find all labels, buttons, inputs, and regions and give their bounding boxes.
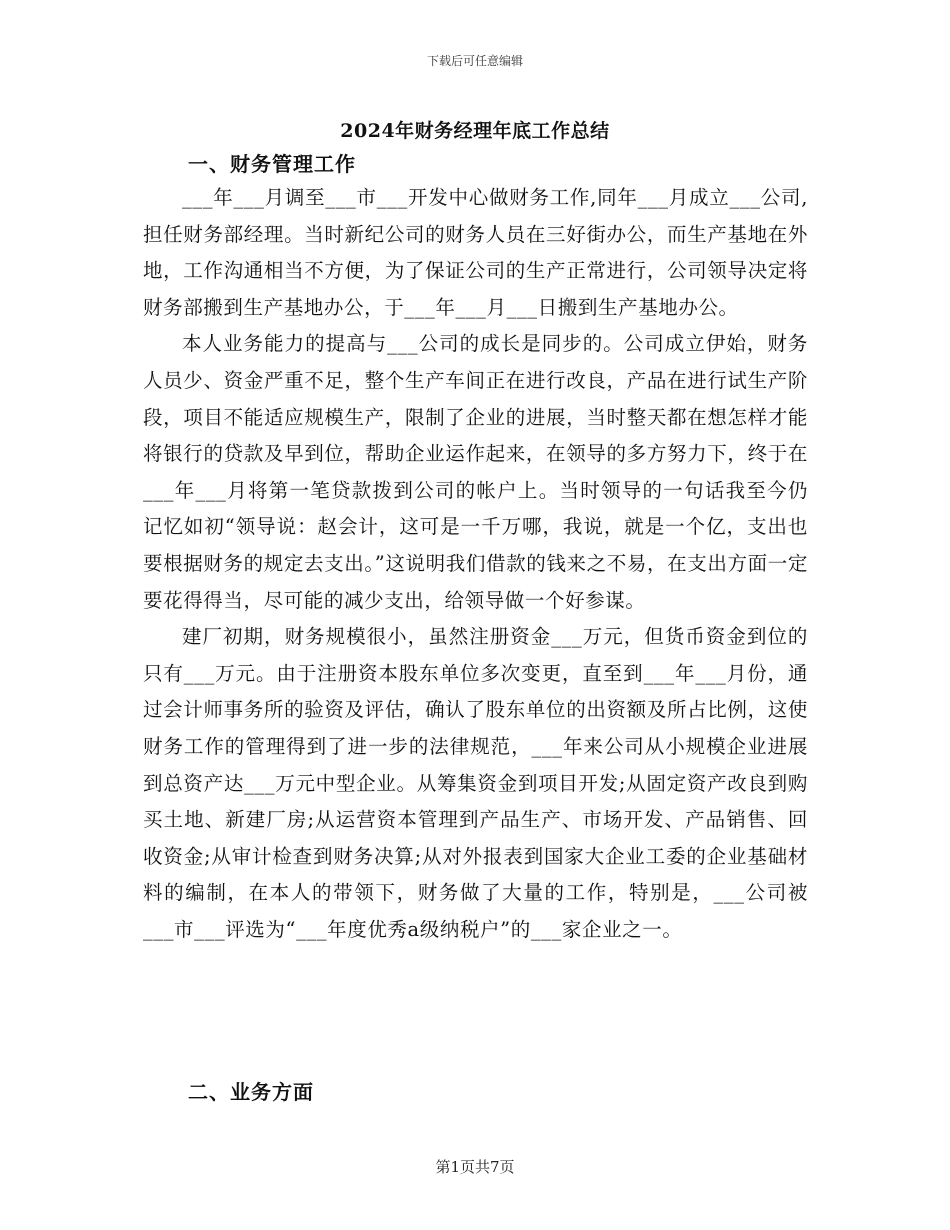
section-heading-business: 二、业务方面 <box>188 1080 314 1104</box>
paragraph-1: ___年___月调至___市___开发中心做财务工作,同年___月成立___公司,担任财务部经理。当时新纪公司的财务人员在三好街办公，而生产基地在外地，工作沟通相当不方便，为了保证公司的生产正常进行，公司领导决定将财务部搬到生产基地办公，于___年___月___日搬到生产基地办公。 <box>143 186 808 319</box>
paragraph-3: 建厂初期，财务规模很小，虽然注册资金___万元，但货币资金到位的只有___万元。由于注册资本股东单位多次变更，直至到___年___月份，通过会计师事务所的验资及评估，确认了股东单位的出资额及所占比例，这使财务工作的管理得到了进一步的法律规范，___年来公司从小规模企业进展到总资产达___万元中型企业。从筹集资金到项目开发;从固定资产改良到购买土地、新建厂房;从运营资本管理到产品生产、市场开发、产品销售、回收资金;从审计检查到财务决算;从对外报表到国家大企业工委的企业基础材料的编制，在本人的带领下，财务做了大量的工作，特别是，___公司被___市___评选为“___年度优秀a级纳税户”的___家企业之一。 <box>143 625 808 941</box>
page-number: 第1页共7页 <box>435 1158 515 1176</box>
document-title: 2024年财务经理年底工作总结 <box>340 120 610 142</box>
section-body-financial-management <box>143 180 808 948</box>
page-header-note: 下载后可任意编辑 <box>426 54 523 68</box>
section-heading-financial-management: 一、财务管理工作 <box>188 152 356 176</box>
paragraph-2: 本人业务能力的提高与___公司的成长是同步的。公司成立伊始，财务人员少、资金严重不足，整个生产车间正在进行改良，产品在进行试生产阶段，项目不能适应规模生产，限制了企业的进展，当时整天都在想怎样才能将银行的贷款及早到位，帮助企业运作起来，在领导的多方努力下，终于在___年___月将第一笔贷款拨到公司的帐户上。当时领导的一句话我至今仍记忆如初“领导说：赵会计，这可是一千万哪，我说，就是一个亿，支出也要根据财务的规定去支出。”这说明我们借款的钱来之不易，在支出方面一定要花得得当，尽可能的减少支出，给领导做一个好参谋。 <box>143 332 808 612</box>
